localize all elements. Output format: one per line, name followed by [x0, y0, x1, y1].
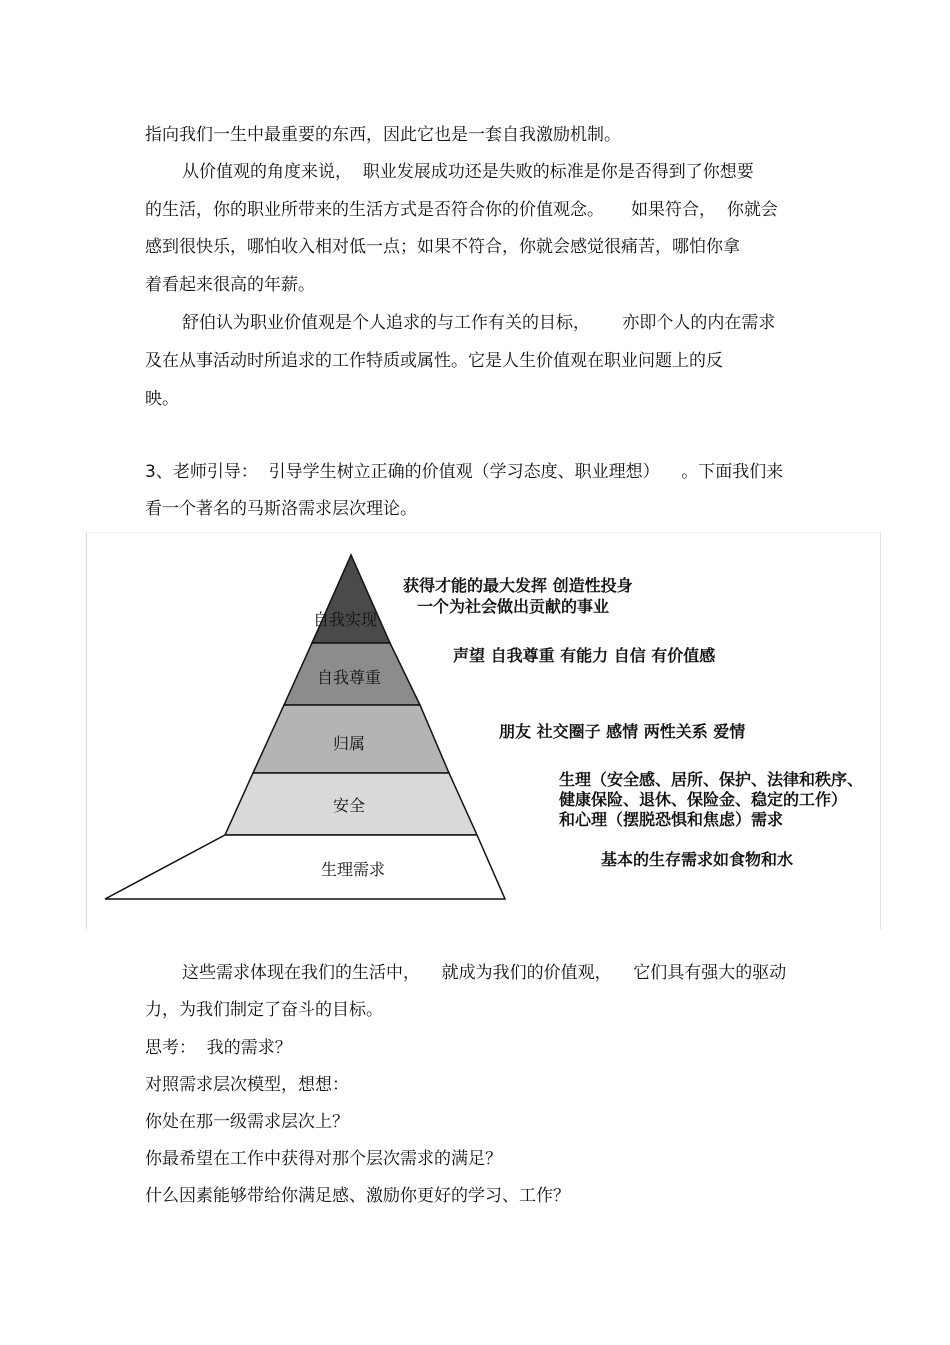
- pyramid-level-self-actualization: [312, 555, 390, 643]
- pyramid-description: 一个为社会做出贡献的事业: [417, 597, 610, 616]
- pyramid-description: 声望 自我尊重 有能力 自信 有价值感: [453, 646, 716, 665]
- text-line: 指向我们一生中最重要的东西，因此它也是一套自我激励机制。: [145, 125, 621, 145]
- pyramid-label: 生理需求: [320, 860, 386, 879]
- maslow-pyramid-figure: [86, 532, 881, 929]
- pyramid-description: 朋友 社交圈子 感情 两性关系 爱情: [499, 722, 746, 741]
- text-line: 从价值观的角度来说， 职业发展成功还是失败的标准是你是否得到了你想要: [182, 162, 754, 182]
- text-line: 映。: [145, 389, 179, 409]
- pyramid-label: 自我实现: [312, 610, 378, 629]
- text-line: 的生活，你的职业所带来的生活方式是否符合你的价值观念。 如果符合， 你就会: [145, 200, 778, 220]
- pyramid-description: 和心理（摆脱恐惧和焦虑）需求: [559, 810, 784, 829]
- text-line: 这些需求体现在我们的生活中， 就成为我们的价值观， 它们具有强大的驱动: [182, 963, 787, 983]
- text-line: 及在从事活动时所追求的工作特质或属性。它是人生价值观在职业问题上的反: [145, 351, 723, 371]
- text-line: 对照需求层次模型，想想：: [145, 1075, 349, 1095]
- text-line: 你最希望在工作中获得对那个层次需求的满足？: [145, 1149, 502, 1169]
- text-line: 看一个著名的马斯洛需求层次理论。: [145, 499, 417, 519]
- pyramid-label: 自我尊重: [316, 668, 382, 687]
- text-line: 3、老师引导： 引导学生树立正确的价值观（学习态度、职业理想） 。下面我们来: [145, 462, 784, 482]
- text-line: 你处在那一级需求层次上？: [145, 1112, 349, 1132]
- text-line: 感到很快乐，哪怕收入相对低一点；如果不符合，你就会感觉很痛苦，哪怕你拿: [145, 237, 740, 257]
- text-line: 着看起来很高的年薪。: [145, 275, 315, 295]
- pyramid-description: 获得才能的最大发挥 创造性投身: [403, 576, 633, 595]
- text-line: 什么因素能够带给你满足感、激励你更好的学习、工作？: [145, 1186, 570, 1206]
- pyramid-level-physiological: [105, 835, 505, 899]
- text-line: 力，为我们制定了奋斗的目标。: [145, 1000, 383, 1020]
- pyramid-description: 基本的生存需求如食物和水: [601, 850, 794, 869]
- pyramid-description: 健康保险、退休、保险金、稳定的工作）: [559, 790, 848, 809]
- pyramid-label: 安全: [332, 796, 366, 815]
- pyramid-description: 生理（安全感、居所、保护、法律和秩序、: [559, 770, 864, 789]
- text-line: 舒伯认为职业价值观是个人追求的与工作有关的目标， 亦即个人的内在需求: [182, 313, 776, 333]
- pyramid-svg: [87, 533, 880, 929]
- text-line: 思考： 我的需求？: [145, 1038, 292, 1058]
- pyramid-label: 归属: [332, 734, 366, 753]
